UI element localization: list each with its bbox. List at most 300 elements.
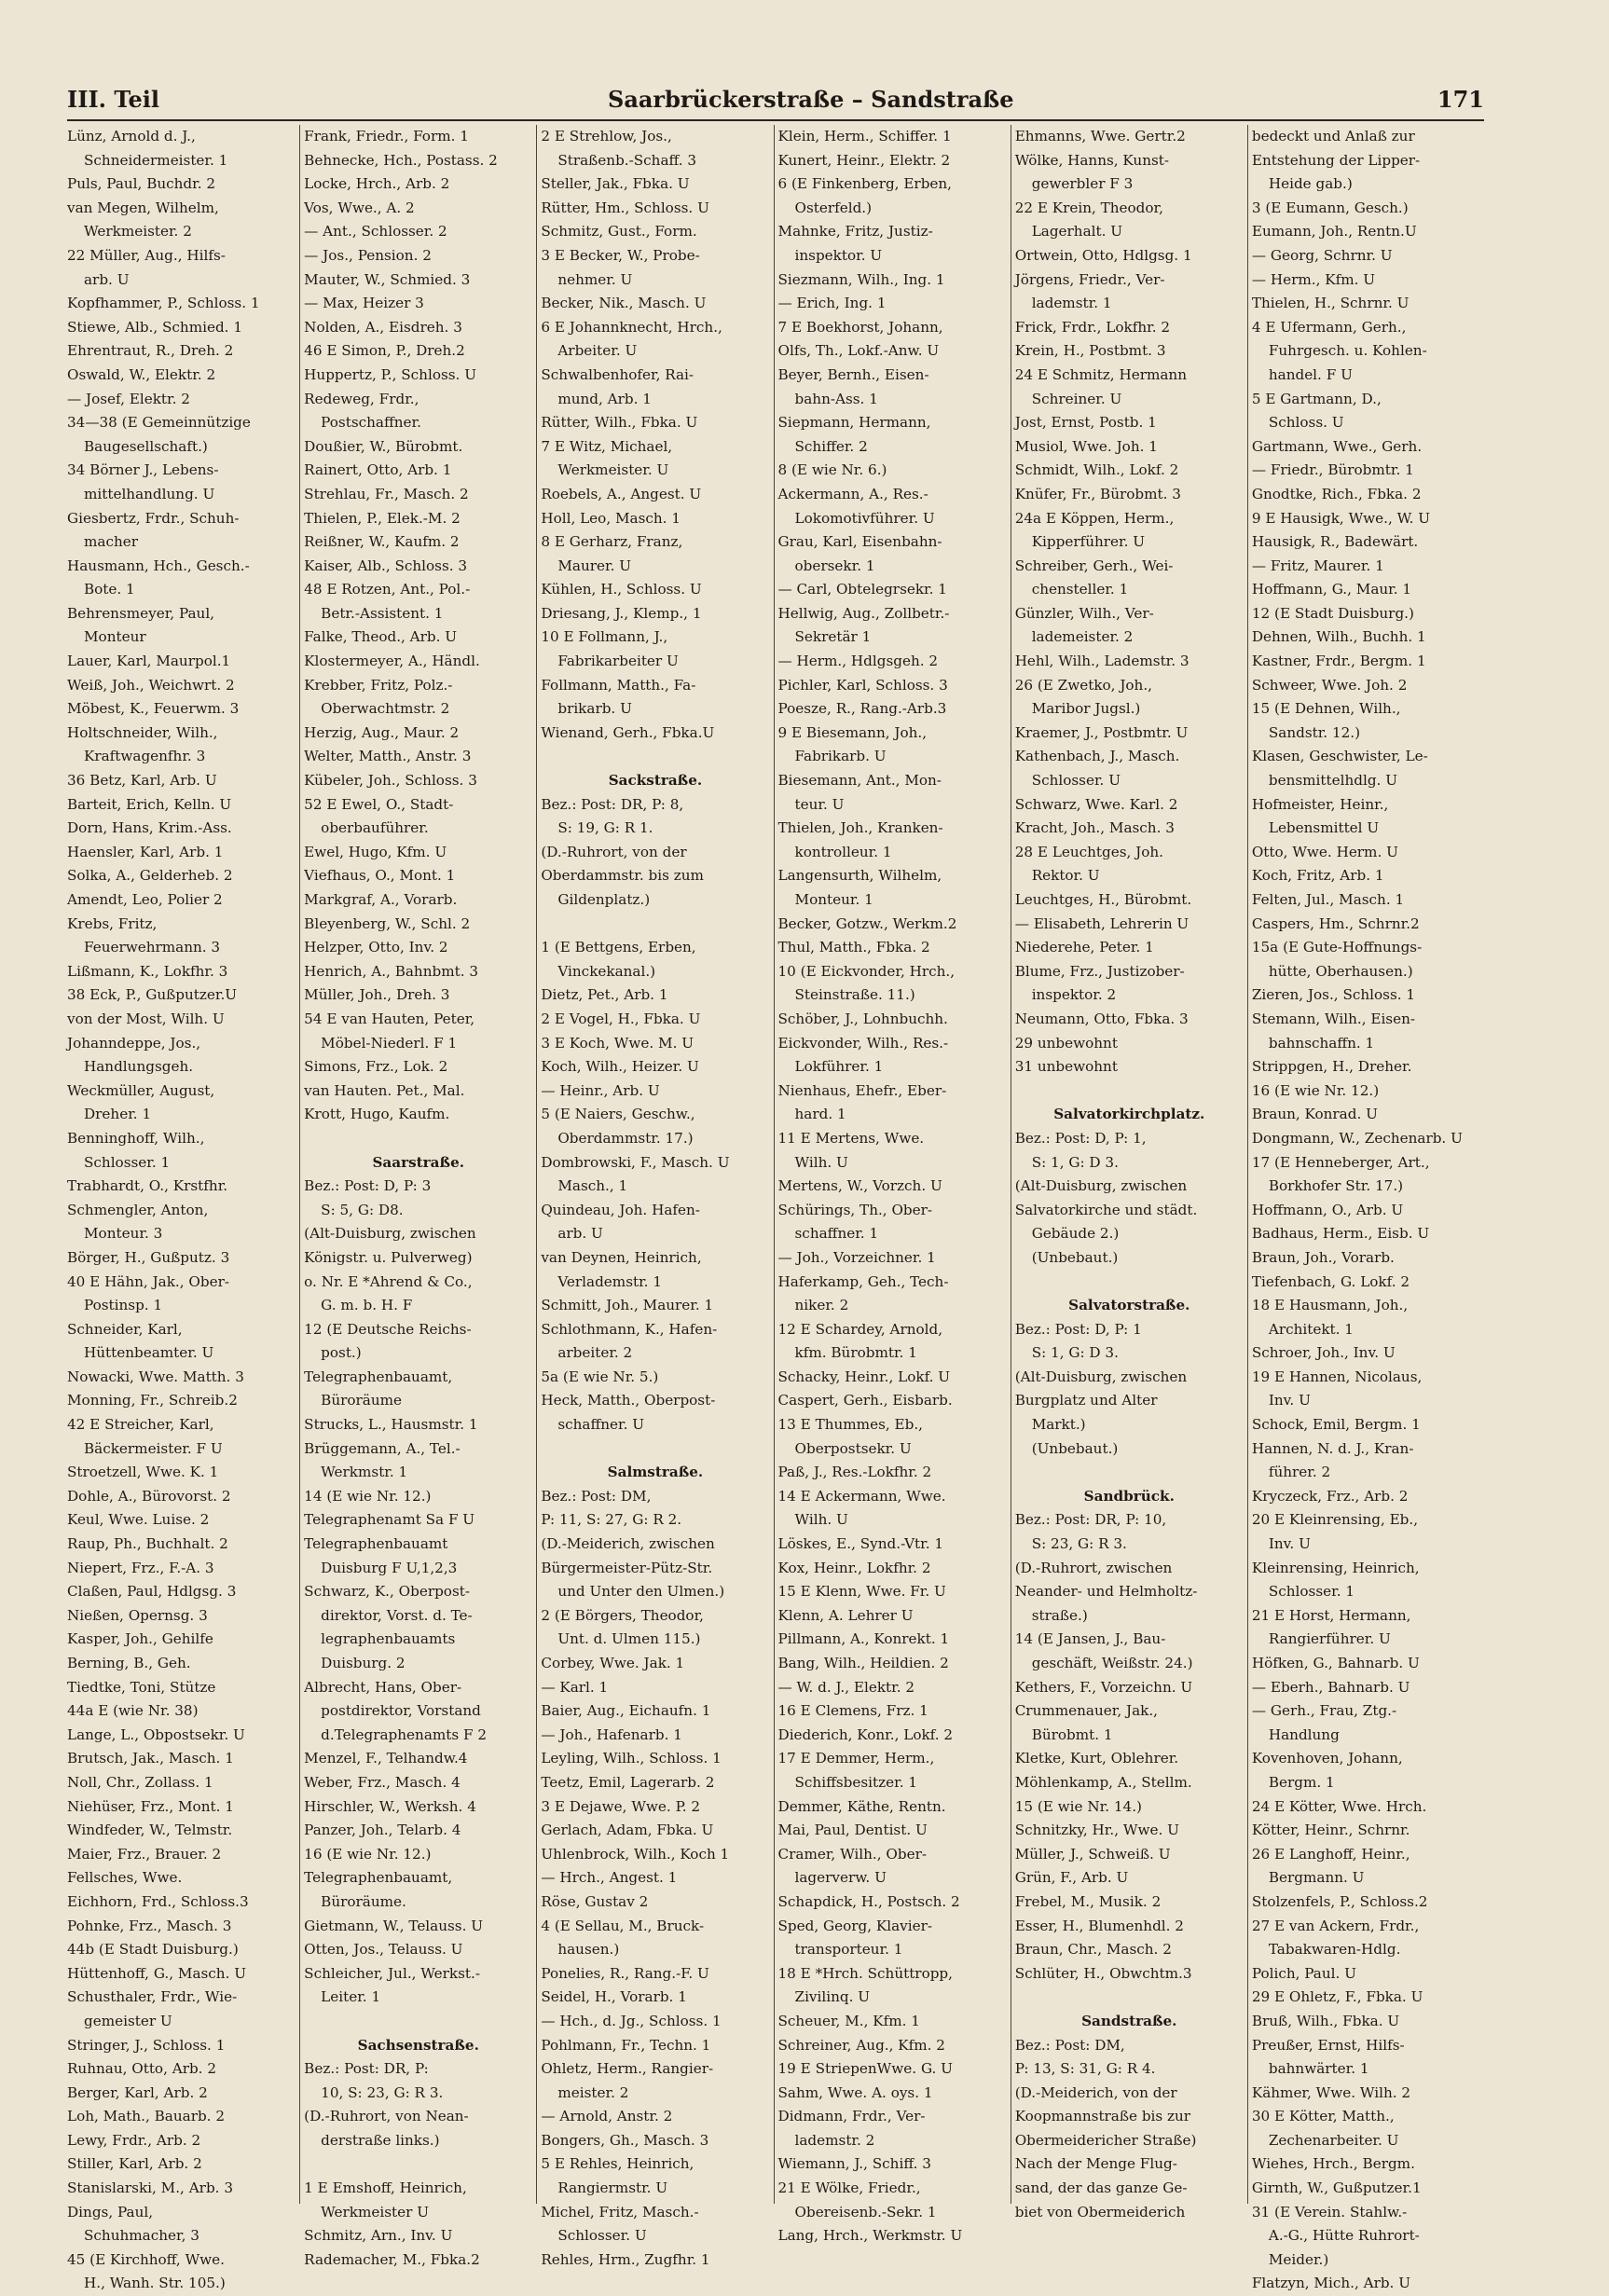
street-note: (Alt-Duisburg, zwischen <box>304 1225 476 1243</box>
directory-entry: Braun, Joh., Vorarb. <box>1251 1248 1395 1266</box>
directory-entry: Beyer, Bernh., Eisen- <box>777 365 929 383</box>
directory-entry <box>541 913 769 937</box>
entry-continuation: Kipperführer. U <box>1031 533 1146 551</box>
directory-entry: 52 E Ewel, O., Stadt- <box>304 795 454 813</box>
directory-entry: 44a E (wie Nr. 38) <box>67 1702 199 1720</box>
directory-entry: Teetz, Emil, Lagerarb. 2 <box>541 1773 715 1791</box>
directory-entry: Ortwein, Otto, Hdlgsg. 1 <box>1014 246 1192 264</box>
directory-entry <box>1015 1461 1244 1485</box>
directory-entry: 15 E Klenn, Wwe. Fr. U <box>777 1583 946 1601</box>
entry-continuation: S: 1, G: D 3. <box>1031 1153 1119 1171</box>
entry-continuation: Meider.) <box>1268 2250 1329 2268</box>
entry-continuation: Postschaffner. <box>321 414 421 432</box>
directory-entry: Niehüser, Frz., Mont. 1 <box>67 1797 234 1815</box>
street-heading: Salvatorkirchplatz. <box>1053 1106 1205 1123</box>
directory-entry: Kopfhammer, P., Schloss. 1 <box>67 295 260 312</box>
directory-entry: von der Most, Wilh. U <box>67 1010 225 1027</box>
entry-continuation: lademstr. 2 <box>794 2131 875 2149</box>
directory-entry: Ehrentraut, R., Dreh. 2 <box>67 342 234 360</box>
directory-entry: Sahm, Wwe. A. oys. 1 <box>777 2083 933 2101</box>
directory-entry: Berning, B., Geh. <box>67 1655 191 1671</box>
entry-continuation: Handlungsgeh. <box>84 1058 194 1076</box>
entry-continuation: S: 19, G: R 1. <box>557 819 653 837</box>
directory-entry: 2 (E Börgers, Theodor, <box>541 1606 704 1624</box>
directory-entry: Gietmann, W., Telauss. U <box>304 1917 484 1934</box>
directory-entry: 34—38 (E Gemeinnützige <box>67 414 251 432</box>
directory-entry: Crummenauer, Jak., <box>1014 1702 1158 1720</box>
entry-continuation: niker. 2 <box>794 1297 849 1314</box>
directory-entry: 7 E Boekhorst, Johann, <box>777 318 943 336</box>
directory-entry: Schusthaler, Frdr., Wie- <box>67 1988 238 2006</box>
directory-entry: Diederich, Konr., Lokf. 2 <box>777 1725 954 1743</box>
directory-entry: Lange, L., Obpostsekr. U <box>67 1725 245 1743</box>
entry-continuation: Büroräume <box>321 1392 403 1409</box>
directory-entry: — Heinr., Arb. U <box>541 1081 660 1099</box>
directory-entry: 12 E Schardey, Arnold, <box>777 1320 943 1338</box>
directory-entry: Gartmann, Wwe., Gerh. <box>1251 437 1423 455</box>
directory-entry: — Hrch., Angest. 1 <box>541 1869 678 1887</box>
directory-entry: Vos, Wwe., A. 2 <box>304 199 415 216</box>
directory-entry: Reißner, W., Kaufm. 2 <box>304 533 460 551</box>
directory-entry: 19 E Hannen, Nicolaus, <box>1251 1368 1423 1385</box>
directory-entry: — Georg, Schrnr. U <box>1251 246 1393 264</box>
directory-entry: Klenn, A. Lehrer U <box>777 1606 914 1624</box>
directory-entry: Dehnen, Wilh., Buchh. 1 <box>1251 628 1426 646</box>
entry-continuation: Vinckekanal.) <box>557 962 656 980</box>
directory-entry: 7 E Witz, Michael, <box>541 437 673 455</box>
directory-entry: Röse, Gustav 2 <box>541 1892 649 1910</box>
directory-entry <box>541 745 769 769</box>
directory-entry: 3 E Dejawe, Wwe. P. 2 <box>541 1797 701 1815</box>
entry-continuation: bahnwärter. 1 <box>1268 2060 1369 2078</box>
directory-entry: — Carl, Obtelegrsekr. 1 <box>777 581 947 598</box>
directory-entry: Stolzenfels, P., Schloss.2 <box>1251 1892 1428 1910</box>
directory-entry: Mertens, W., Vorzch. U <box>777 1177 942 1195</box>
directory-entry: 5a (E wie Nr. 5.) <box>541 1368 659 1385</box>
directory-entry: Hoffmann, G., Maur. 1 <box>1251 581 1412 598</box>
directory-entry: — Josef, Elektr. 2 <box>67 390 190 407</box>
street-note: Bez.: Post: DM, <box>1014 2036 1125 2054</box>
entry-continuation: Schlosser. U <box>557 2227 647 2245</box>
street-note: (D.-Ruhrort, zwischen <box>1014 1559 1173 1576</box>
directory-entry: Schlothmann, K., Hafen- <box>541 1320 718 1338</box>
street-note: Bez.: Post: DR, P: <box>304 2060 429 2078</box>
directory-entry: Eumann, Joh., Rentn.U <box>1251 223 1417 241</box>
entry-continuation: Zivilinq. U <box>794 1988 871 2006</box>
directory-entry: Grau, Karl, Eisenbahn- <box>777 533 942 551</box>
entry-continuation: Bergmann. U <box>1268 1869 1365 1887</box>
directory-entry: bedeckt und Anlaß zur <box>1251 128 1415 144</box>
directory-entry: Raup, Ph., Buchhalt. 2 <box>67 1535 228 1553</box>
entry-continuation: macher <box>84 533 138 551</box>
directory-entry: Uhlenbrock, Wilh., Koch 1 <box>541 1845 730 1863</box>
entry-continuation: schaffner. U <box>557 1416 645 1434</box>
directory-entry: Simons, Frz., Lok. 2 <box>304 1058 448 1076</box>
entry-continuation: lagerverw. U <box>794 1869 887 1887</box>
directory-entry: Pichler, Karl, Schloss. 3 <box>777 676 948 694</box>
directory-entry: Telegraphenamt Sa F U <box>304 1511 475 1529</box>
directory-entry: Trabhardt, O., Krstfhr. <box>67 1177 228 1195</box>
entry-continuation: Gebäude 2.) <box>1031 1225 1120 1243</box>
entry-continuation: Baugesellschaft.) <box>84 437 208 455</box>
directory-entry: Kunert, Heinr., Elektr. 2 <box>777 151 951 169</box>
directory-entry: Siepmann, Hermann, <box>777 414 931 432</box>
directory-entry: Herzig, Aug., Maur. 2 <box>304 723 460 741</box>
directory-entry: 15 (E Dehnen, Wilh., <box>1251 700 1401 718</box>
directory-entry: Klostermeyer, A., Händl. <box>304 653 480 670</box>
directory-entry: 34 Börner J., Lebens- <box>67 461 219 479</box>
directory-entry: Schmitz, Gust., Form. <box>541 223 697 241</box>
entry-continuation: lademeister. 2 <box>1031 628 1134 646</box>
directory-entry: 6 E Johannknecht, Hrch., <box>541 318 722 336</box>
entry-continuation: Schiffer. 2 <box>794 437 868 455</box>
directory-entry: Helzper, Otto, Inv. 2 <box>304 939 448 956</box>
entry-continuation: kontrolleur. 1 <box>794 843 892 860</box>
header-rule <box>67 119 1484 121</box>
directory-entry: Bürgermeister-Pütz-Str. <box>541 1559 713 1576</box>
directory-entry: Doußier, W., Bürobmt. <box>304 437 463 455</box>
directory-entry: Niepert, Frz., F.-A. 3 <box>67 1559 214 1576</box>
directory-entry: Kethers, F., Vorzeichn. U <box>1014 1678 1193 1696</box>
directory-entry: Niederehe, Peter. 1 <box>1014 939 1154 956</box>
directory-entry: Welter, Matth., Anstr. 3 <box>304 748 472 765</box>
directory-entry: 1 E Emshoff, Heinrich, <box>304 2179 467 2197</box>
entry-continuation: Kraftwagenfhr. 3 <box>84 748 206 765</box>
directory-entry: 26 (E Zwetko, Joh., <box>1014 676 1152 694</box>
directory-entry: Otten, Jos., Telauss. U <box>304 1941 463 1959</box>
entry-continuation: Architekt. 1 <box>1268 1320 1354 1338</box>
directory-entry: Mauter, W., Schmied. 3 <box>304 270 471 288</box>
directory-entry: Schroer, Joh., Inv. U <box>1251 1344 1396 1362</box>
directory-entry: Baier, Aug., Eichaufn. 1 <box>541 1702 711 1720</box>
directory-entry: Follmann, Matth., Fa- <box>541 676 696 694</box>
directory-entry: 28 E Leuchtges, Joh. <box>1014 843 1164 860</box>
directory-entry: Amendt, Leo, Polier 2 <box>67 891 223 908</box>
directory-entry: Pohlmann, Fr., Techn. 1 <box>541 2036 711 2054</box>
directory-entry: Hehl, Wilh., Lademstr. 3 <box>1014 653 1190 670</box>
directory-entry: Dorn, Hans, Krim.-Ass. <box>67 819 232 837</box>
entry-continuation: hütte, Oberhausen.) <box>1268 962 1413 980</box>
entry-continuation: straße.) <box>1031 1606 1088 1624</box>
entry-continuation: Rangierführer. U <box>1268 1630 1391 1648</box>
directory-entry: Weckmüller, August, <box>67 1081 215 1099</box>
directory-entry: Rütter, Wilh., Fbka. U <box>541 414 698 432</box>
directory-entry: Henrich, A., Bahnbmt. 3 <box>304 962 479 980</box>
street-note: Bez.: Post: DR, P: 8, <box>541 795 684 813</box>
directory-entry: 10 E Follmann, J., <box>541 628 668 646</box>
directory-entry: Kasper, Joh., Gehilfe <box>67 1630 213 1648</box>
entry-continuation: Werkmeister. 2 <box>84 223 192 241</box>
directory-entry: Kox, Heinr., Lokfhr. 2 <box>777 1559 931 1576</box>
directory-entry: Puls, Paul, Buchdr. 2 <box>67 175 216 193</box>
directory-entry: Schreiber, Gerh., Wei- <box>1014 557 1174 574</box>
directory-entry <box>304 2010 532 2034</box>
entry-continuation: obersekr. 1 <box>794 557 875 574</box>
directory-entry: Girnth, W., Gußputzer.1 <box>1251 2179 1422 2197</box>
directory-entry: Schneider, Karl, <box>67 1320 183 1338</box>
entry-continuation: Inv. U <box>1268 1392 1311 1409</box>
entry-continuation: Wilh. U <box>794 1511 848 1529</box>
entry-continuation: Heide gab.) <box>1268 175 1353 193</box>
entry-continuation: Zechenarbeiter. U <box>1268 2131 1399 2149</box>
directory-entry: Stanislarski, M., Arb. 3 <box>67 2179 233 2197</box>
directory-entry: 4 E Ufermann, Gerh., <box>1251 318 1407 336</box>
directory-entry: Ackermann, A., Res.- <box>777 485 928 502</box>
entry-continuation: Maurer. U <box>557 557 632 574</box>
entry-continuation: Gildenplatz.) <box>557 891 651 908</box>
directory-entry: Rütter, Hm., Schloss. U <box>541 199 709 216</box>
directory-entry: Leuchtges, H., Bürobmt. <box>1014 891 1192 908</box>
entry-continuation: Oberpostsekr. U <box>794 1439 912 1457</box>
directory-entry: 11 E Mertens, Wwe. <box>777 1129 925 1147</box>
street-note: Bez.: Post: D, P: 1 <box>1014 1320 1142 1338</box>
directory-entry: Schwarz, Wwe. Karl. 2 <box>1014 795 1178 813</box>
entry-continuation: Fabrikarb. U <box>794 748 887 765</box>
directory-entry: 29 E Ohletz, F., Fbka. U <box>1251 1988 1423 2006</box>
entry-continuation: Duisburg. 2 <box>321 1655 406 1671</box>
directory-entry: Müller, Joh., Dreh. 3 <box>304 986 450 1004</box>
directory-entry: Kähmer, Wwe. Wilh. 2 <box>1251 2083 1411 2101</box>
directory-entry: Musiol, Wwe. Joh. 1 <box>1014 437 1158 455</box>
entry-continuation: Oberdammstr. 17.) <box>557 1129 694 1147</box>
directory-entry: Markgraf, A., Vorarb. <box>304 891 458 908</box>
entry-continuation: Duisburg F U,1,2,3 <box>321 1559 458 1576</box>
directory-entry: 24a E Köppen, Herm., <box>1014 509 1175 527</box>
directory-entry: Schweer, Wwe. Joh. 2 <box>1251 676 1408 694</box>
directory-entry: van Deynen, Heinrich, <box>541 1248 702 1266</box>
entry-continuation: Möbel-Niederl. F 1 <box>321 1034 458 1052</box>
directory-entry: 14 E Ackermann, Wwe. <box>777 1487 946 1505</box>
street-note: (D.-Ruhrort, von der <box>541 843 687 860</box>
entry-continuation: Monteur. 1 <box>794 891 873 908</box>
entry-continuation: postdirektor, Vorstand <box>321 1702 481 1720</box>
directory-entry: Eickvonder, Wilh., Res.- <box>777 1034 949 1052</box>
directory-entry: — W. d. J., Elektr. 2 <box>777 1678 915 1696</box>
directory-entry: — Fritz, Maurer. 1 <box>1251 557 1384 574</box>
directory-entry: 16 (E wie Nr. 12.) <box>304 1845 432 1863</box>
directory-entry: Thielen, P., Elek.-M. 2 <box>304 509 461 527</box>
directory-entry: 38 Eck, P., Gußputzer.U <box>67 986 238 1004</box>
directory-entry: Koch, Wilh., Heizer. U <box>541 1058 699 1076</box>
entry-continuation: A.-G., Hütte Ruhrort- <box>1268 2227 1420 2245</box>
directory-entry: Lang, Hrch., Werkmstr. U <box>777 2227 963 2245</box>
directory-entry: 48 E Rotzen, Ant., Pol.- <box>304 581 471 598</box>
directory-entry: 5 E Gartmann, D., <box>1251 390 1382 407</box>
directory-entry: Krott, Hugo, Kaufm. <box>304 1106 450 1123</box>
street-note: (D.-Meiderich, von der <box>1014 2083 1177 2101</box>
directory-entry: Schapdick, H., Postsch. 2 <box>777 1892 960 1910</box>
directory-entry: Dongmann, W., Zechenarb. U <box>1251 1129 1463 1147</box>
directory-entry: Hüttenhoff, G., Masch. U <box>67 1964 247 1982</box>
directory-entry: 45 (E Kirchhoff, Wwe. <box>67 2250 225 2268</box>
directory-entry: Viefhaus, O., Mont. 1 <box>304 867 456 885</box>
directory-entry: Neander- und Helmholtz- <box>1014 1583 1198 1601</box>
entry-continuation: Straßenb.-Schaff. 3 <box>557 151 697 169</box>
directory-entry: Schnitzky, Hr., Wwe. U <box>1014 1822 1179 1839</box>
entry-continuation: Fabrikarbeiter U <box>557 653 679 670</box>
directory-entry: Didmann, Frdr., Ver- <box>777 2108 926 2125</box>
directory-entry: Salvatorkirche und städt. <box>1014 1201 1198 1218</box>
entry-continuation: Tabakwaren-Hdlg. <box>1268 1941 1401 1959</box>
entry-continuation: gewerbler F 3 <box>1031 175 1134 193</box>
directory-entry: Strucks, L., Hausmstr. 1 <box>304 1416 478 1434</box>
directory-entry: Nach der Menge Flug- <box>1014 2155 1177 2173</box>
directory-entry: Möhlenkamp, A., Stellm. <box>1014 1773 1192 1791</box>
entry-continuation: Unt. d. Ulmen 115.) <box>557 1630 701 1648</box>
street-heading: Sandbrück. <box>1083 1487 1175 1505</box>
directory-entry: Holtschneider, Wilh., <box>67 723 218 741</box>
directory-entry: Schacky, Heinr., Lokf. U <box>777 1368 951 1385</box>
directory-entry: 22 E Krein, Theodor, <box>1014 199 1163 216</box>
directory-entry: 42 E Streicher, Karl, <box>67 1416 214 1434</box>
directory-entry: 21 E Horst, Hermann, <box>1251 1606 1411 1624</box>
directory-entry <box>1015 1271 1244 1295</box>
directory-entry: Schock, Emil, Bergm. 1 <box>1251 1416 1421 1434</box>
entry-continuation: Borkhofer Str. 17.) <box>1268 1177 1404 1195</box>
entry-continuation: Sandstr. 12.) <box>1268 723 1361 741</box>
directory-entry: 54 E van Hauten, Peter, <box>304 1010 475 1027</box>
entry-continuation: chensteller. 1 <box>1031 581 1129 598</box>
directory-entry: Ponelies, R., Rang.-F. U <box>541 1964 709 1982</box>
directory-entry: Behnecke, Hch., Postass. 2 <box>304 151 498 169</box>
directory-entry: Poesze, R., Rang.-Arb.3 <box>777 700 947 718</box>
directory-entry: Koopmannstraße bis zur <box>1014 2108 1191 2125</box>
directory-entry: Rehles, Hrm., Zugfhr. 1 <box>541 2250 710 2268</box>
directory-entry: Seidel, H., Vorarb. 1 <box>541 1988 687 2006</box>
directory-entry: Wölke, Hanns, Kunst- <box>1014 151 1170 169</box>
directory-entry: Badhaus, Herm., Eisb. U <box>1251 1225 1430 1243</box>
directory-entry: 10 (E Eickvonder, Hrch., <box>777 962 956 980</box>
entry-continuation: Schneidermeister. 1 <box>84 151 228 169</box>
directory-entry: P: 13, S: 31, G: R 4. <box>1014 2060 1156 2078</box>
directory-entry: 29 unbewohnt <box>1014 1034 1118 1052</box>
entry-continuation: nehmer. U <box>557 270 633 288</box>
directory-entry: — Erich, Ing. 1 <box>777 295 887 312</box>
directory-entry: Weber, Frz., Masch. 4 <box>304 1773 461 1791</box>
directory-entry: Windfeder, W., Telmstr. <box>67 1822 233 1839</box>
entry-continuation: schaffner. 1 <box>794 1225 879 1243</box>
running-title: Saarbrückerstraße – Sandstraße <box>608 86 1014 113</box>
directory-entry: Grün, F., Arb. U <box>1014 1869 1129 1887</box>
street-note: (Alt-Duisburg, zwischen <box>1014 1368 1188 1385</box>
directory-entry: Claßen, Paul, Hdlgsg. 3 <box>67 1583 237 1601</box>
entry-continuation: post.) <box>321 1344 362 1362</box>
directory-entry: van Hauten. Pet., Mal. <box>304 1081 465 1099</box>
directory-entry: Kötter, Heinr., Schrnr. <box>1251 1822 1410 1839</box>
directory-entry: Schöber, J., Lohnbuchh. <box>777 1010 948 1027</box>
directory-entry: Johanndeppe, Jos., <box>67 1034 201 1052</box>
directory-entry: Rademacher, M., Fbka.2 <box>304 2250 480 2268</box>
directory-entry: Eichhorn, Frd., Schloss.3 <box>67 1892 249 1910</box>
directory-entry: Hellwig, Aug., Zollbetr.- <box>777 604 950 622</box>
entry-continuation: Postinsp. 1 <box>84 1297 163 1314</box>
directory-entry: — Ant., Schlosser. 2 <box>304 223 447 241</box>
directory-entry: Schmitt, Joh., Maurer. 1 <box>541 1297 714 1314</box>
entry-continuation: Inv. U <box>1268 1535 1311 1553</box>
directory-entry: Höfken, G., Bahnarb. U <box>1251 1655 1420 1671</box>
entry-continuation: arb. U <box>557 1225 603 1243</box>
entry-continuation: arbeiter. 2 <box>557 1344 633 1362</box>
directory-entry: Ohletz, Herm., Rangier- <box>541 2060 714 2078</box>
entry-continuation: transporteur. 1 <box>794 1941 903 1959</box>
directory-entry: Jörgens, Friedr., Ver- <box>1014 270 1165 288</box>
directory-entry: Fellsches, Wwe. <box>67 1869 183 1887</box>
directory-entry: Blume, Frz., Justizober- <box>1014 962 1185 980</box>
entry-continuation: direktor, Vorst. d. Te- <box>321 1606 473 1624</box>
entry-continuation: (Unbebaut.) <box>1031 1439 1119 1457</box>
entry-continuation: Werkmeister U <box>321 2203 430 2220</box>
directory-entry: Stringer, J., Schloss. 1 <box>67 2036 226 2054</box>
directory-entry: Kryczeck, Frz., Arb. 2 <box>1251 1487 1409 1505</box>
directory-entry: Stroetzell, Wwe. K. 1 <box>67 1464 219 1481</box>
entry-continuation: Büroräume. <box>321 1892 406 1910</box>
directory-entry: 14 (E wie Nr. 12.) <box>304 1487 432 1505</box>
directory-entry: 9 E Biesemann, Joh., <box>777 723 928 741</box>
directory-entry: 26 E Langhoff, Heinr., <box>1251 1845 1410 1863</box>
entry-continuation: Schreiner. U <box>1031 390 1122 407</box>
directory-entry: Demmer, Käthe, Rentn. <box>777 1797 946 1815</box>
part-label: III. Teil <box>67 86 159 113</box>
directory-entry: Oswald, W., Elektr. 2 <box>67 365 216 383</box>
directory-entry: 19 E StriepenWwe. G. U <box>777 2060 953 2078</box>
directory-column <box>1247 125 1484 2292</box>
entry-continuation: Schloss. U <box>1268 414 1344 432</box>
entry-continuation: Fuhrgesch. u. Kohlen- <box>1268 342 1427 360</box>
entry-continuation: Feuerwehrmann. 3 <box>84 939 221 956</box>
directory-entry: Solka, A., Gelderheb. 2 <box>67 867 233 885</box>
entry-continuation: hard. 1 <box>794 1106 846 1123</box>
directory-entry: 6 (E Finkenberg, Erben, <box>777 175 953 193</box>
directory-entry: Burgplatz und Alter <box>1014 1392 1158 1409</box>
entry-continuation: Arbeiter. U <box>557 342 638 360</box>
directory-entry: 9 E Hausigk, Wwe., W. U <box>1251 509 1431 527</box>
entry-continuation: Schlosser. U <box>1031 772 1121 790</box>
entry-continuation: Schlosser. 1 <box>84 1153 171 1171</box>
directory-entry: Falke, Theod., Arb. U <box>304 628 458 646</box>
entry-continuation: Schlosser. 1 <box>1268 1583 1355 1601</box>
directory-entry: Leyling, Wilh., Schloss. 1 <box>541 1750 722 1767</box>
directory-entry: Berger, Karl, Arb. 2 <box>67 2083 208 2101</box>
entry-continuation: (Unbebaut.) <box>1031 1248 1119 1266</box>
entry-continuation: mittelhandlung. U <box>84 485 215 502</box>
directory-column <box>67 125 299 2292</box>
directory-entry: Keul, Wwe. Luise. 2 <box>67 1511 210 1529</box>
directory-entry: Holl, Leo, Masch. 1 <box>541 509 681 527</box>
entry-continuation: Monteur. 3 <box>84 1225 163 1243</box>
directory-entry: — Arnold, Anstr. 2 <box>541 2108 673 2125</box>
directory-entry: 3 E Koch, Wwe. M. U <box>541 1034 694 1052</box>
directory-entry: Kraemer, J., Postbmtr. U <box>1014 723 1189 741</box>
directory-entry: — Elisabeth, Lehrerin U <box>1014 914 1190 932</box>
page-number: 171 <box>1437 86 1484 113</box>
directory-entry: Monning, Fr., Schreib.2 <box>67 1392 238 1409</box>
directory-entry: Esser, H., Blumenhdl. 2 <box>1014 1917 1184 1934</box>
directory-entry: 16 (E wie Nr. 12.) <box>1251 1081 1380 1099</box>
street-note: Bez.: Post: D, P: 3 <box>304 1177 432 1195</box>
entry-continuation: Verlademstr. 1 <box>557 1272 662 1290</box>
directory-column <box>299 125 536 2268</box>
entry-continuation: bahnschaffn. 1 <box>1268 1034 1375 1052</box>
directory-entry: 4 (E Sellau, M., Bruck- <box>541 1917 705 1934</box>
directory-entry: Jost, Ernst, Postb. 1 <box>1014 414 1157 432</box>
directory-entry: 12 (E Stadt Duisburg.) <box>1251 604 1414 622</box>
entry-continuation: Schuhmacher, 3 <box>84 2227 199 2245</box>
street-note: (Alt-Duisburg, zwischen <box>1014 1177 1188 1195</box>
entry-continuation: derstraße links.) <box>321 2131 440 2149</box>
directory-entry: Biesemann, Ant., Mon- <box>777 772 942 790</box>
entry-continuation: arb. U <box>84 270 130 288</box>
directory-entry: Felten, Jul., Masch. 1 <box>1251 891 1405 908</box>
